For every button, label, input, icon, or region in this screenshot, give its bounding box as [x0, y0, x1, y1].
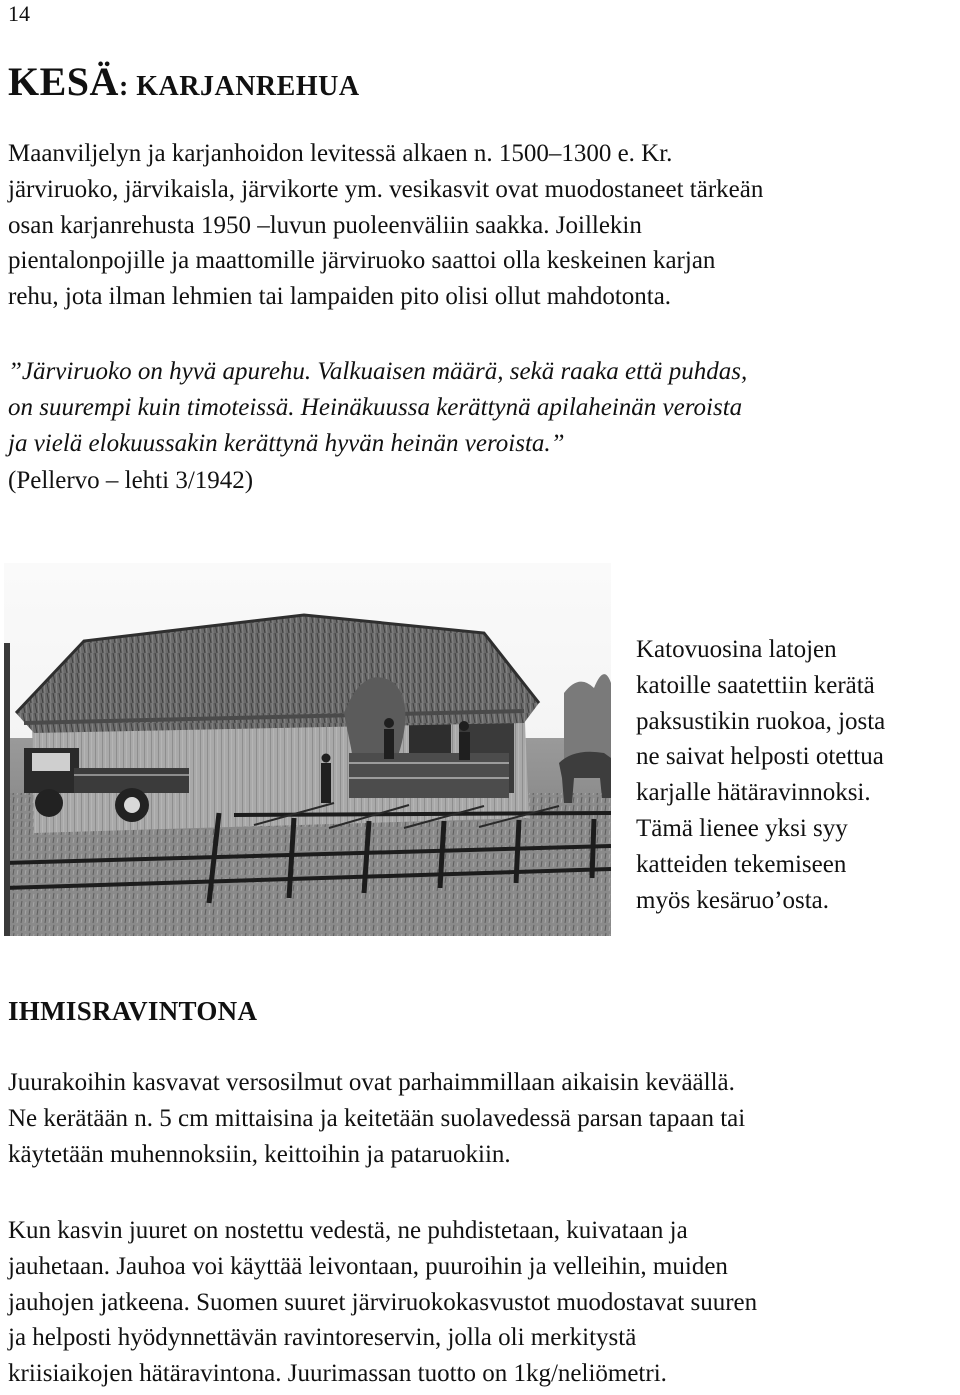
text-line: järviruoko, järvikaisla, järvikorte ym. vesikasvit ovat muodostaneet tärkeän — [8, 175, 764, 203]
text-line: rehu, jota ilman lehmien tai lampaiden pito olisi ollut mahdotonta. — [8, 283, 672, 311]
text-line: ne saivat helposti otettua — [636, 743, 884, 771]
quote-paragraph — [8, 354, 958, 461]
text-line: kriisiaikojen hätäravintona. Juurimassan tuotto on 1kg/neliömetri. — [8, 1360, 667, 1388]
text-line: käytetään muhennoksiin, keittoihin ja pataruokiin. — [8, 1140, 511, 1168]
section-heading: IHMISRAVINTONA — [8, 996, 258, 1026]
text-line: jauhojen jatkeena. Suomen suuret järviruokokasvustot muodostavat suuren — [8, 1288, 758, 1316]
intro-paragraph — [8, 136, 958, 315]
barn-photo — [4, 563, 611, 936]
text-line: on suurempi kuin timoteissä. Heinäkuussa kerättynä apilaheinän veroista — [8, 393, 743, 421]
text-line: Maanviljelyn ja karjanhoidon levitessä alkaen n. 1500–1300 e. Kr. — [8, 140, 673, 167]
citation: (Pellervo – lehti 3/1942) — [8, 467, 254, 494]
text-line: Katovuosina latojen — [636, 636, 837, 663]
text-line: Ne kerätään n. 5 cm mittaisina ja keitetään suolavedessä parsan tapaan tai — [8, 1104, 746, 1132]
text-line: jauhetaan. Jauhoa voi käyttää leivontaan, puuroihin ja velleihin, muiden — [8, 1252, 728, 1280]
text-line: Tämä lienee yksi syy — [636, 814, 848, 842]
text-line: ”Järviruoko on hyvä apurehu. Valkuaisen määrä, sekä raaka että puhdas, — [8, 358, 748, 385]
text-line: paksustikin ruokoa, josta — [636, 707, 886, 735]
text-line: myös kesäruo’osta. — [636, 886, 830, 914]
title-sub: : KARJANREHUA — [118, 71, 360, 102]
text-line: katoille saatettiin kerätä — [636, 671, 875, 699]
text-line: ja helposti hyödynnettävän ravintoreservin, jolla oli merkitystä — [8, 1324, 637, 1352]
section2-paragraph-2 — [8, 1213, 958, 1392]
text-line: osan karjanrehusta 1950 –luvun puoleenväliin saakka. Joillekin — [8, 211, 642, 239]
text-line: Kun kasvin juuret on nostettu vedestä, ne puhdistetaan, kuivataan ja — [8, 1217, 688, 1244]
text-line: Juurakoihin kasvavat versosilmut ovat parhaimmillaan aikaisin keväällä. — [8, 1069, 735, 1096]
section2-paragraph-1 — [8, 1065, 958, 1172]
text-line: pientalonpojille ja maattomille järviruoko saattoi olla keskeinen karjan — [8, 247, 716, 275]
text-line: katteiden tekemiseen — [636, 850, 847, 878]
title-main: KESÄ — [8, 59, 119, 104]
text-line: ja vielä elokuussakin kerättynä hyvän heinän veroista.” — [8, 429, 565, 457]
page-title — [8, 58, 360, 105]
photo-caption — [636, 632, 956, 918]
text-line: karjalle hätäravinnoksi. — [636, 779, 871, 807]
page-number: 14 — [8, 1, 30, 26]
